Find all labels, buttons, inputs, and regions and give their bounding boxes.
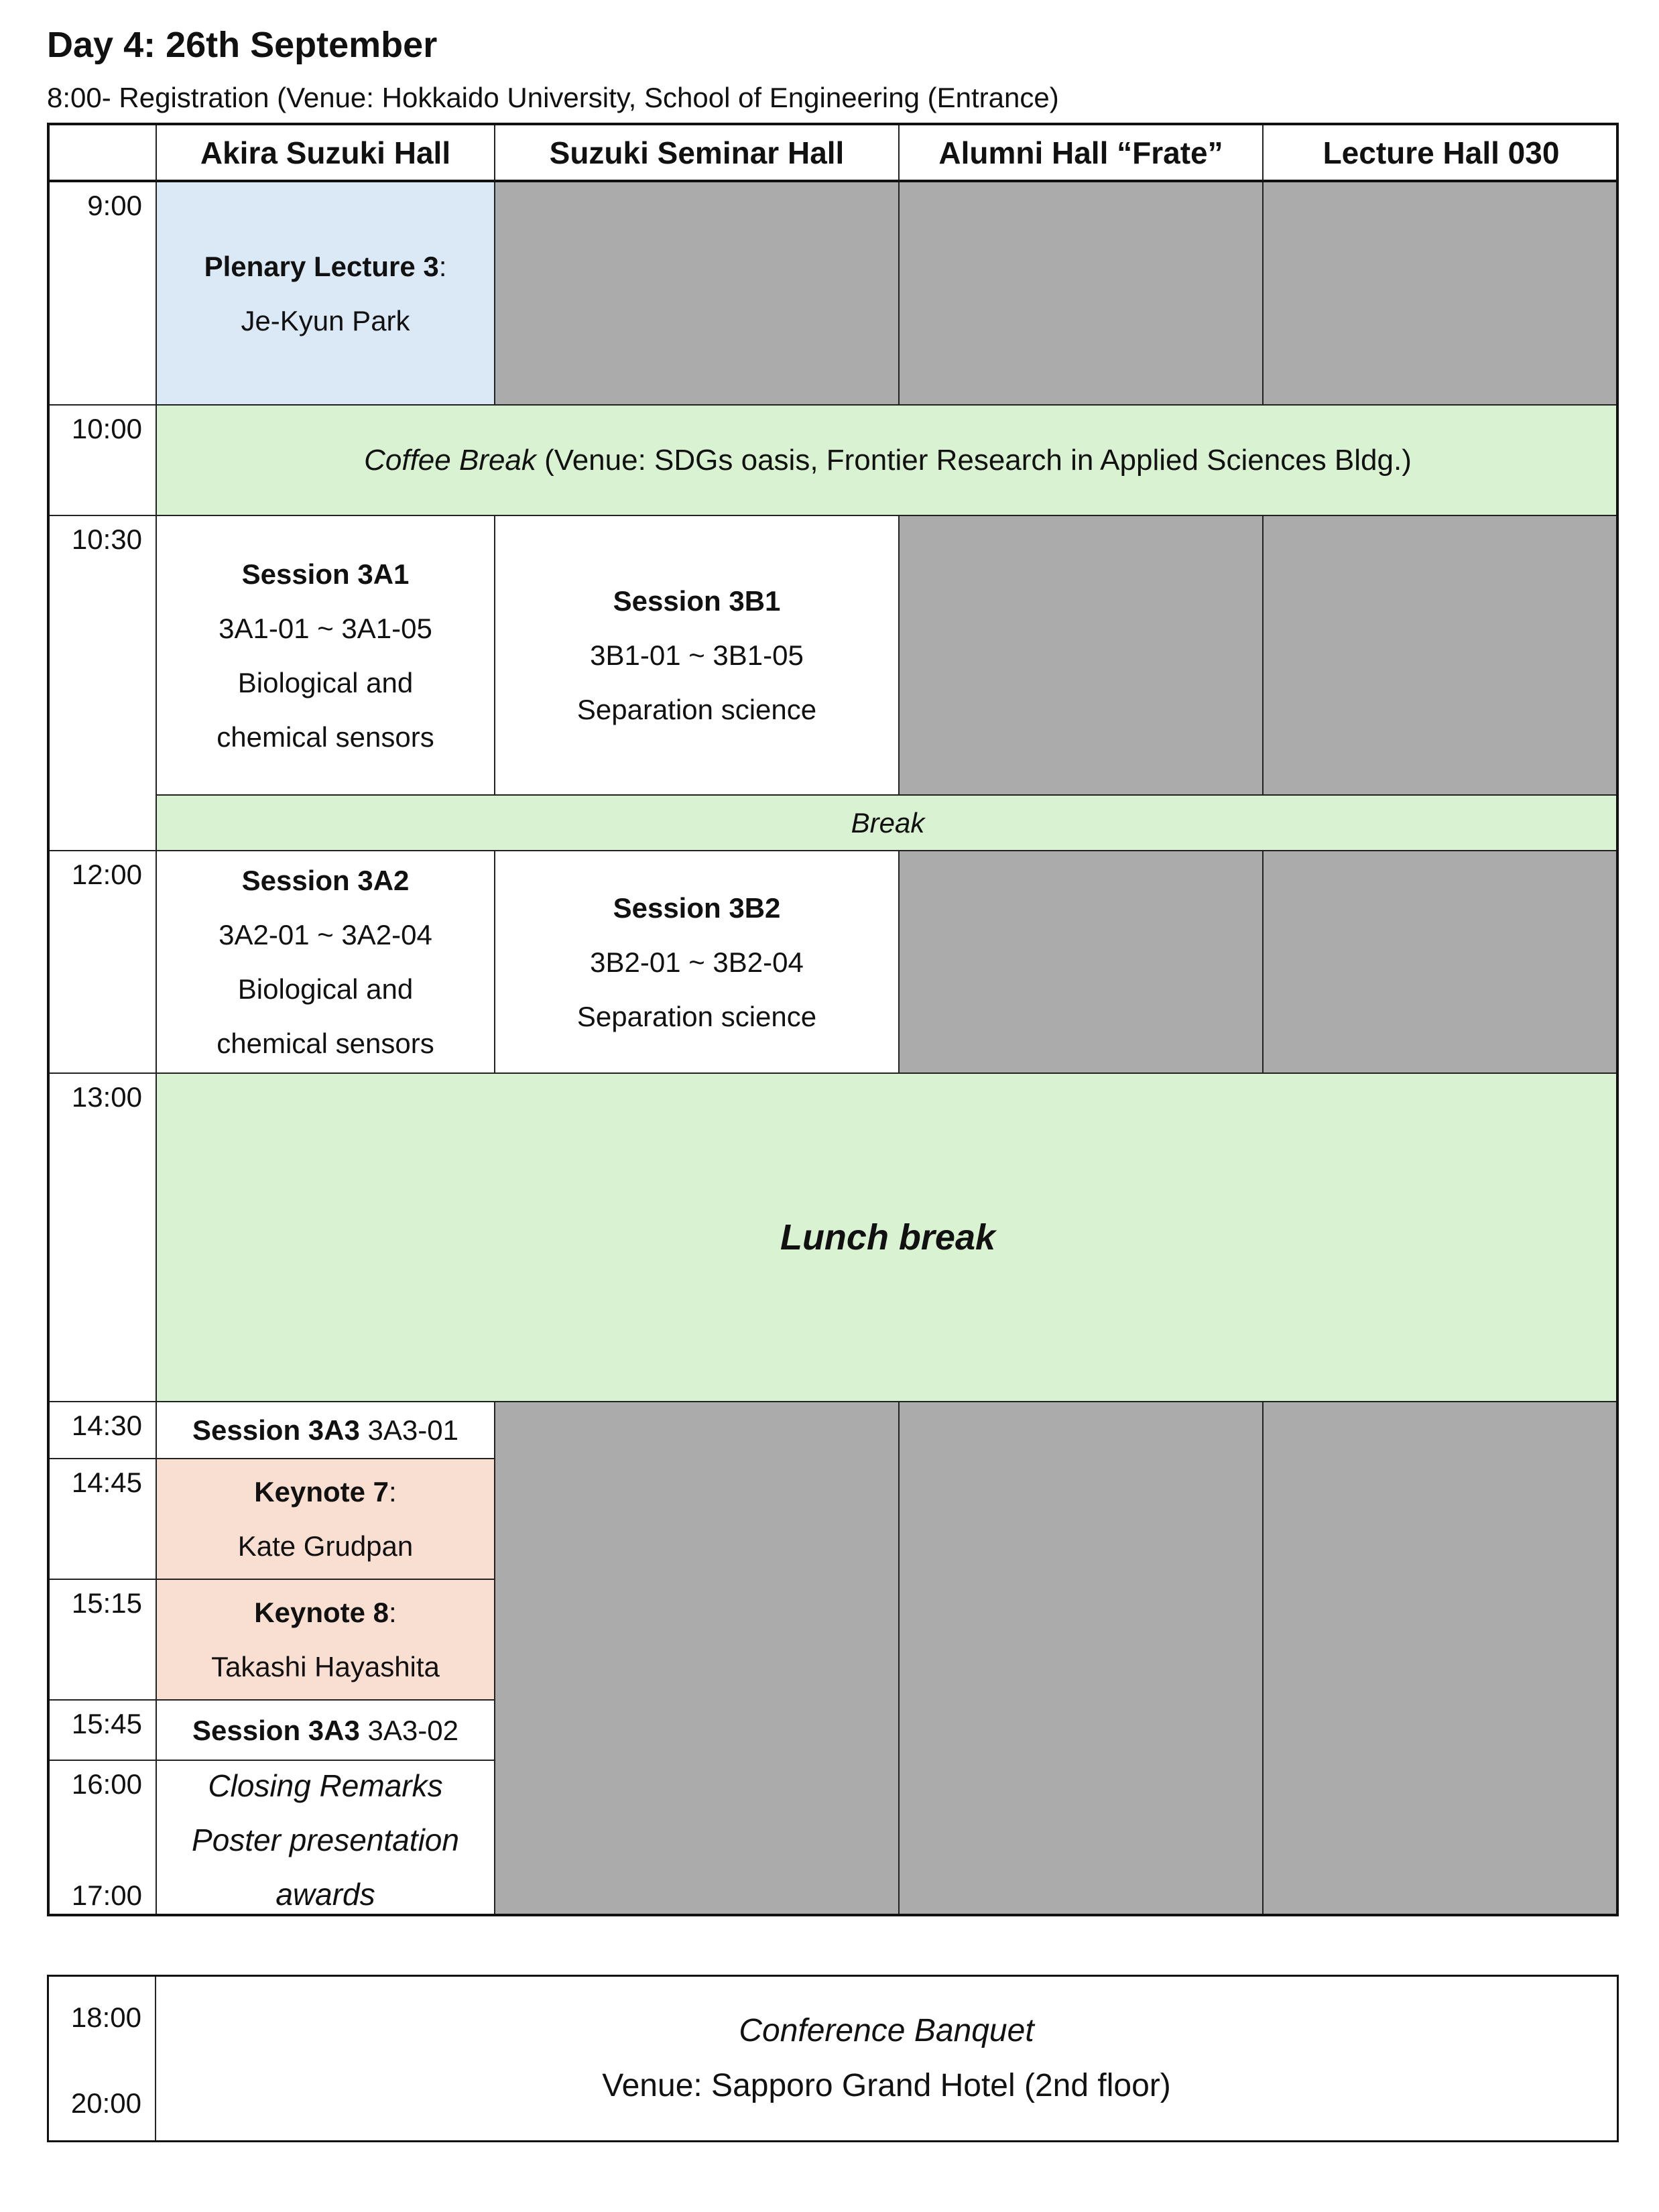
time-label: 14:45 (71, 1467, 142, 1498)
schedule-table (47, 123, 1619, 1916)
coffee-break-label: Coffee Break (364, 444, 536, 477)
time-label: 17:00 (71, 1880, 142, 1911)
plenary-speaker: Je-Kyun Park (241, 304, 410, 336)
time-slot-1545 (50, 1701, 157, 1761)
time-label: 18:00 (70, 2002, 141, 2033)
time-slot-0900 (50, 182, 157, 406)
time-slot-1430 (50, 1402, 157, 1459)
banquet-title: Conference Banquet (739, 2013, 1034, 2048)
time-label: 15:15 (71, 1587, 142, 1619)
empty-slot (495, 182, 900, 406)
session-title: Session 3A3 (192, 1714, 360, 1746)
time-label: 14:30 (71, 1410, 142, 1441)
banquet-table (47, 1975, 1619, 2142)
banquet-time (49, 1977, 156, 2140)
coffee-break (157, 406, 1619, 516)
keynote-label: Keynote 7 (254, 1476, 389, 1508)
time-label: 10:30 (71, 524, 142, 555)
session-3b2 (495, 851, 900, 1074)
session-topic: Separation science (576, 694, 817, 725)
session-topic: chemical sensors (217, 721, 434, 753)
header-alumni-hall-frate: Alumni Hall “Frate” (900, 125, 1264, 182)
plenary-label: Plenary Lecture 3 (204, 250, 439, 282)
session-range: 3A1-01 ~ 3A1-05 (219, 612, 432, 644)
keynote-label: Keynote 8 (254, 1597, 389, 1628)
keynote-speaker: Kate Grudpan (237, 1530, 414, 1562)
empty-slot (900, 1402, 1264, 1916)
empty-slot (1264, 851, 1619, 1074)
keynote-7: Keynote 7: Kate Grudpan (157, 1459, 495, 1580)
session-topic: Biological and (237, 973, 414, 1005)
coffee-break-venue: (Venue: SDGs oasis, Frontier Research in Applied Sciences Bldg.) (536, 444, 1412, 477)
time-label: 20:00 (70, 2087, 141, 2119)
banquet-venue: Venue: Sapporo Grand Hotel (2nd floor) (602, 2068, 1171, 2103)
session-3a1 (157, 516, 495, 796)
keynote-speaker: Takashi Hayashita (211, 1651, 440, 1682)
empty-slot (900, 851, 1264, 1074)
session-topic: Separation science (576, 1000, 817, 1032)
empty-slot (1264, 1402, 1619, 1916)
session-range: 3A2-01 ~ 3A2-04 (219, 919, 432, 950)
time-label: 16:00 (71, 1768, 142, 1800)
time-label: 12:00 (71, 859, 142, 890)
time-slot-1515 (50, 1580, 157, 1701)
session-title: Session 3A3 (192, 1414, 360, 1446)
header-time-corner (50, 125, 157, 182)
conference-banquet (156, 1977, 1617, 2140)
session-3b1 (495, 516, 900, 796)
registration-note: 8:00- Registration (Venue: Hokkaido University, School of Engineering (Entrance) (47, 82, 1059, 113)
time-slot-1030 (50, 516, 157, 851)
session-title: Session 3A2 (241, 865, 410, 896)
closing-remarks (157, 1761, 495, 1916)
time-slot-1600 (50, 1761, 157, 1916)
session-range: 3B1-01 ~ 3B1-05 (590, 639, 804, 671)
time-slot-1300 (50, 1074, 157, 1402)
session-title: Session 3B1 (613, 585, 781, 617)
closing-line: awards (275, 1876, 375, 1912)
header-lecture-hall-030: Lecture Hall 030 (1264, 125, 1619, 182)
session-3a2 (157, 851, 495, 1074)
session-topic: Biological and (237, 666, 414, 698)
closing-line: Poster presentation (192, 1822, 459, 1857)
session-3a3-part1 (157, 1402, 495, 1459)
header-akira-suzuki-hall: Akira Suzuki Hall (157, 125, 495, 182)
keynote-8: Keynote 8: Takashi Hayashita (157, 1580, 495, 1701)
page-title: Day 4: 26th September (47, 25, 438, 65)
empty-slot (1264, 182, 1619, 406)
plenary-lecture-3: Plenary Lecture 3: Je-Kyun Park (157, 182, 495, 406)
empty-slot (495, 1402, 900, 1916)
empty-slot (900, 516, 1264, 796)
session-range: 3B2-01 ~ 3B2-04 (590, 946, 804, 978)
empty-slot (900, 182, 1264, 406)
lunch-break: Lunch break (157, 1074, 1619, 1402)
time-label: 13:00 (71, 1081, 142, 1113)
time-label: 9:00 (87, 190, 142, 221)
time-label: 10:00 (71, 413, 142, 444)
time-slot-1000 (50, 406, 157, 516)
session-title: Session 3B2 (613, 892, 781, 924)
session-title: Session 3A1 (241, 558, 410, 590)
session-code: 3A3-02 (359, 1714, 458, 1746)
closing-line: Closing Remarks (208, 1768, 443, 1803)
time-label: 15:45 (71, 1708, 142, 1739)
header-suzuki-seminar-hall: Suzuki Seminar Hall (495, 125, 900, 182)
empty-slot (1264, 516, 1619, 796)
session-topic: chemical sensors (217, 1028, 434, 1059)
session-code: 3A3-01 (359, 1414, 458, 1446)
break-row: Break (157, 796, 1619, 851)
session-3a3-part2 (157, 1701, 495, 1761)
time-slot-1445 (50, 1459, 157, 1580)
time-slot-1200 (50, 851, 157, 1074)
